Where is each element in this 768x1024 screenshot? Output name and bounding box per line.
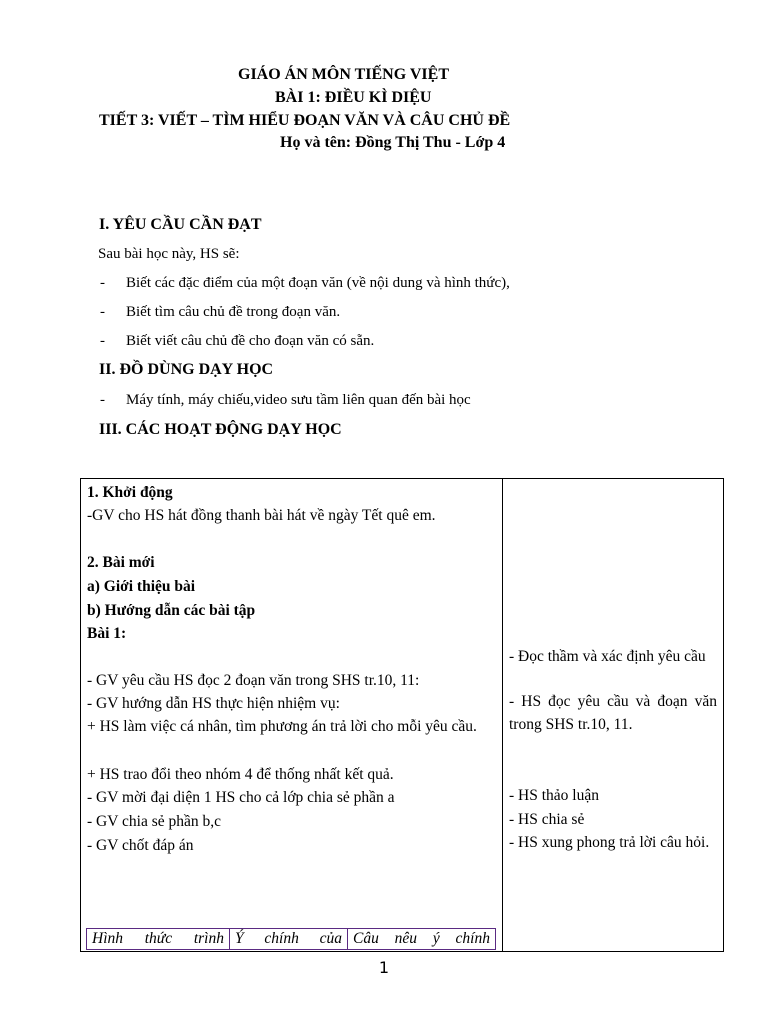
section1-heading: I. YÊU CẦU CẦN ĐẠT bbox=[99, 216, 262, 233]
gioi-thieu-heading: a) Giới thiệu bài bbox=[87, 578, 196, 595]
bullet-dash: - bbox=[100, 275, 105, 291]
header-author: Họ và tên: Đồng Thị Thu - Lớp 4 bbox=[280, 134, 506, 151]
inner-table-header-cell: Hình thức trình bbox=[87, 929, 230, 949]
list-item: - Biết tìm câu chủ đề trong đoạn văn. bbox=[100, 304, 341, 320]
student-activity: - HS đọc yêu cầu và đoạn văn trong SHS tr.10, 11. bbox=[509, 693, 717, 733]
section3-heading: III. CÁC HOẠT ĐỘNG DẠY HỌC bbox=[99, 421, 342, 438]
table-column-divider bbox=[502, 478, 503, 952]
inner-table-header-cell: Ý chính của bbox=[230, 929, 348, 949]
activity-line: - GV chia sẻ phần b,c bbox=[87, 813, 222, 830]
student-activity: - HS xung phong trả lời câu hỏi. bbox=[509, 834, 710, 851]
student-activity: - HS chia sẻ bbox=[509, 811, 585, 828]
activity-line: - GV chốt đáp án bbox=[87, 837, 194, 854]
section2-heading: II. ĐỒ DÙNG DẠY HỌC bbox=[99, 361, 274, 378]
header-title: GIÁO ÁN MÔN TIẾNG VIỆT bbox=[238, 66, 449, 83]
page-number: 1 bbox=[378, 958, 390, 977]
header-lesson: BÀI 1: ĐIỀU KÌ DIỆU bbox=[275, 89, 432, 106]
bullet-dash: - bbox=[100, 333, 105, 349]
activity-line: - GV hướng dẫn HS thực hiện nhiệm vụ: bbox=[87, 695, 340, 712]
khoi-dong-text: -GV cho HS hát đồng thanh bài hát về ngày Tết quê em. bbox=[87, 507, 436, 524]
list-item: - Máy tính, máy chiếu,video sưu tầm liên quan đến bài học bbox=[100, 392, 471, 408]
bai1-heading: Bài 1: bbox=[87, 625, 127, 642]
activity-line: - GV yêu cầu HS đọc 2 đoạn văn trong SHS tr.10, 11: bbox=[87, 672, 420, 689]
student-activity: - Đọc thầm và xác định yêu cầu bbox=[509, 648, 706, 665]
section1-intro: Sau bài học này, HS sẽ: bbox=[98, 246, 240, 262]
list-item: - Biết các đặc điểm của một đoạn văn (về nội dung và hình thức), bbox=[100, 275, 510, 291]
activity-line: + HS trao đổi theo nhóm 4 để thống nhất kết quả. bbox=[87, 766, 394, 783]
inner-table-header bbox=[86, 928, 496, 950]
activity-line: - GV mời đại diện 1 HS cho cả lớp chia sẻ phần a bbox=[87, 789, 395, 806]
bullet-dash: - bbox=[100, 392, 105, 408]
header-period: TIẾT 3: VIẾT – TÌM HIỂU ĐOẠN VĂN VÀ CÂU CHỦ ĐỀ bbox=[99, 112, 511, 129]
list-item: - Biết viết câu chủ đề cho đoạn văn có sẵn. bbox=[100, 333, 375, 349]
inner-table-header-cell: Câu nêu ý chính bbox=[353, 930, 490, 947]
huong-dan-heading: b) Hướng dẫn các bài tập bbox=[87, 602, 256, 619]
student-activity: - HS thảo luận bbox=[509, 787, 599, 804]
bai-moi-heading: 2. Bài mới bbox=[87, 554, 155, 571]
bullet-dash: - bbox=[100, 304, 105, 320]
khoi-dong-heading: 1. Khởi động bbox=[87, 484, 173, 501]
activity-line: + HS làm việc cá nhân, tìm phương án trả lời cho mỗi yêu cầu. bbox=[87, 718, 477, 735]
